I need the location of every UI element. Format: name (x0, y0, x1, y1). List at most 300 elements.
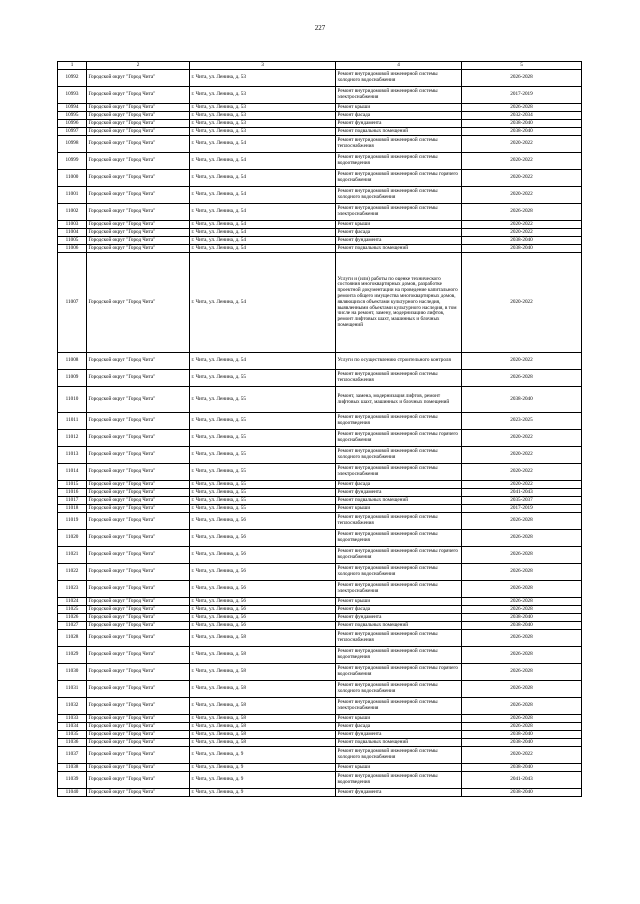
table-row (58, 715, 582, 723)
address-cell: г. Чита, ул. Ленина, д. 58 (190, 681, 336, 698)
work-type-cell: Ремонт внутридомовой инженерной системы горячего водоснабжения (336, 547, 462, 564)
row-number-cell: 11011 (58, 413, 87, 430)
municipality-cell: Городской округ "Город Чита" (87, 481, 190, 489)
row-number-cell: 11004 (58, 229, 87, 237)
municipality-cell: Городской округ "Город Чита" (87, 229, 190, 237)
municipality-cell: Городской округ "Город Чита" (87, 237, 190, 245)
period-cell: 2038-2040 (462, 237, 582, 245)
row-number-cell: 11028 (58, 630, 87, 647)
work-type-cell: Ремонт внутридомовой инженерной системы электроснабжения (336, 87, 462, 104)
municipality-cell: Городской округ "Город Чита" (87, 497, 190, 505)
period-cell: 2020-2022 (462, 187, 582, 204)
address-cell: г. Чита, ул. Ленина, д. 53 (190, 112, 336, 120)
work-type-cell: Ремонт внутридомовой инженерной системы холодного водоснабжения (336, 681, 462, 698)
address-cell: г. Чита, ул. Ленина, д. 54 (190, 229, 336, 237)
row-number-cell: 11017 (58, 497, 87, 505)
municipality-cell: Городской округ "Город Чита" (87, 647, 190, 664)
municipality-cell: Городской округ "Город Чита" (87, 413, 190, 430)
municipality-cell: Городской округ "Город Чита" (87, 731, 190, 739)
period-cell: 2017-2019 (462, 505, 582, 513)
municipality-cell: Городской округ "Город Чита" (87, 513, 190, 530)
period-cell: 2041-2043 (462, 489, 582, 497)
period-cell: 2038-2040 (462, 739, 582, 747)
municipality-cell: Городской округ "Город Чита" (87, 772, 190, 789)
period-cell: 2026-2028 (462, 104, 582, 112)
table-row (58, 387, 582, 413)
municipality-cell: Городской округ "Город Чита" (87, 387, 190, 413)
period-cell: 2020-2022 (462, 136, 582, 153)
period-cell: 2026-2028 (462, 723, 582, 731)
municipality-cell: Городской округ "Город Чита" (87, 723, 190, 731)
municipality-cell: Городской округ "Город Чита" (87, 87, 190, 104)
table-row (58, 464, 582, 481)
column-header-2: 2 (87, 62, 190, 70)
row-number-cell: 11007 (58, 253, 87, 353)
period-cell: 2020-2022 (462, 229, 582, 237)
work-type-cell: Ремонт внутридомовой инженерной системы водоотведения (336, 413, 462, 430)
municipality-cell: Городской округ "Город Чита" (87, 789, 190, 797)
address-cell: г. Чита, ул. Ленина, д. 56 (190, 530, 336, 547)
row-number-cell: 10995 (58, 112, 87, 120)
municipality-cell: Городской округ "Город Чита" (87, 489, 190, 497)
period-cell: 2026-2028 (462, 630, 582, 647)
table-row (58, 497, 582, 505)
address-cell: г. Чита, ул. Ленина, д. 53 (190, 87, 336, 104)
municipality-cell: Городской округ "Город Чита" (87, 747, 190, 764)
table-row (58, 104, 582, 112)
municipality-cell: Городской округ "Город Чита" (87, 715, 190, 723)
address-cell: г. Чита, ул. Ленина, д. 56 (190, 564, 336, 581)
address-cell: г. Чита, ул. Ленина, д. 56 (190, 606, 336, 614)
municipality-cell: Городской округ "Город Чита" (87, 606, 190, 614)
row-number-cell: 11019 (58, 513, 87, 530)
municipality-cell: Городской округ "Город Чита" (87, 622, 190, 630)
municipality-cell: Городской округ "Город Чита" (87, 245, 190, 253)
row-number-cell: 11030 (58, 664, 87, 681)
table-row (58, 489, 582, 497)
header-row (58, 62, 582, 70)
municipality-cell: Городской округ "Город Чита" (87, 120, 190, 128)
municipality-cell: Городской округ "Город Чита" (87, 253, 190, 353)
row-number-cell: 11021 (58, 547, 87, 564)
address-cell: г. Чита, ул. Ленина, д. 54 (190, 204, 336, 221)
address-cell: г. Чита, ул. Ленина, д. 55 (190, 489, 336, 497)
address-cell: г. Чита, ул. Ленина, д. 54 (190, 170, 336, 187)
table-row (58, 87, 582, 104)
period-cell: 2035-2037 (462, 497, 582, 505)
period-cell: 2026-2028 (462, 698, 582, 715)
table-row (58, 747, 582, 764)
period-cell: 2020-2022 (462, 353, 582, 370)
table-row (58, 481, 582, 489)
address-cell: г. Чита, ул. Ленина, д. 58 (190, 664, 336, 681)
work-type-cell: Ремонт внутридомовой инженерной системы теплоснабжения (336, 630, 462, 647)
column-header-5: 5 (462, 62, 582, 70)
address-cell: г. Чита, ул. Ленина, д. 55 (190, 497, 336, 505)
row-number-cell: 11009 (58, 370, 87, 387)
row-number-cell: 11010 (58, 387, 87, 413)
period-cell: 2026-2028 (462, 715, 582, 723)
municipality-cell: Городской округ "Город Чита" (87, 664, 190, 681)
work-type-cell: Ремонт, замена, модернизация лифтов, ремонт лифтовых шахт, машинных и блочных помещений (336, 387, 462, 413)
work-type-cell: Ремонт фасада (336, 606, 462, 614)
address-cell: г. Чита, ул. Ленина, д. 9 (190, 747, 336, 764)
table-row (58, 764, 582, 772)
period-cell: 2032-2034 (462, 112, 582, 120)
row-number-cell: 11014 (58, 464, 87, 481)
row-number-cell: 11029 (58, 647, 87, 664)
municipality-cell: Городской округ "Город Чита" (87, 70, 190, 87)
period-cell: 2017-2019 (462, 87, 582, 104)
table-row (58, 204, 582, 221)
address-cell: г. Чита, ул. Ленина, д. 56 (190, 547, 336, 564)
row-number-cell: 11002 (58, 204, 87, 221)
work-type-cell: Ремонт внутридомовой инженерной системы теплоснабжения (336, 513, 462, 530)
municipality-cell: Городской округ "Город Чита" (87, 530, 190, 547)
address-cell: г. Чита, ул. Ленина, д. 55 (190, 430, 336, 447)
municipality-cell: Городской округ "Город Чита" (87, 739, 190, 747)
table-row (58, 614, 582, 622)
address-cell: г. Чита, ул. Ленина, д. 56 (190, 513, 336, 530)
row-number-cell: 11003 (58, 221, 87, 229)
period-cell: 2020-2022 (462, 221, 582, 229)
address-cell: г. Чита, ул. Ленина, д. 55 (190, 447, 336, 464)
row-number-cell: 11023 (58, 581, 87, 598)
table-row (58, 413, 582, 430)
period-cell: 2026-2028 (462, 70, 582, 87)
address-cell: г. Чита, ул. Ленина, д. 55 (190, 464, 336, 481)
municipality-cell: Городской округ "Город Чита" (87, 764, 190, 772)
address-cell: г. Чита, ул. Ленина, д. 55 (190, 370, 336, 387)
municipality-cell: Городской округ "Город Чита" (87, 630, 190, 647)
period-cell: 2020-2022 (462, 170, 582, 187)
table-row (58, 739, 582, 747)
period-cell: 2026-2028 (462, 204, 582, 221)
work-type-cell: Ремонт внутридомовой инженерной системы электроснабжения (336, 581, 462, 598)
row-number-cell: 10998 (58, 136, 87, 153)
address-cell: г. Чита, ул. Ленина, д. 54 (190, 153, 336, 170)
row-number-cell: 11026 (58, 614, 87, 622)
row-number-cell: 11008 (58, 353, 87, 370)
address-cell: г. Чита, ул. Ленина, д. 55 (190, 387, 336, 413)
work-type-cell: Ремонт подвальных помещений (336, 739, 462, 747)
work-type-cell: Услуги и (или) работы по оценке технического состояния многоквартирных домов, разработке проектной документации на проведение капитального ремонта общего имущества многоквартирных домов, являющихся объектами культурного наследия, выявленными объектами культурного наследия, в том числе на ремонт, замену, модернизацию лифтов, ремонт лифтовых шахт, машинных и блочных помещений (336, 253, 462, 353)
municipality-cell: Городской округ "Город Чита" (87, 581, 190, 598)
table-row (58, 789, 582, 797)
work-type-cell: Ремонт подвальных помещений (336, 622, 462, 630)
table-row (58, 430, 582, 447)
address-cell: г. Чита, ул. Ленина, д. 54 (190, 353, 336, 370)
work-type-cell: Ремонт фундамента (336, 614, 462, 622)
row-number-cell: 11027 (58, 622, 87, 630)
address-cell: г. Чита, ул. Ленина, д. 58 (190, 723, 336, 731)
table-row (58, 221, 582, 229)
table-row (58, 70, 582, 87)
period-cell: 2026-2028 (462, 606, 582, 614)
row-number-cell: 11018 (58, 505, 87, 513)
table-row (58, 229, 582, 237)
work-type-cell: Ремонт крыши (336, 104, 462, 112)
work-type-cell: Ремонт фасада (336, 481, 462, 489)
municipality-cell: Городской округ "Город Чита" (87, 547, 190, 564)
address-cell: г. Чита, ул. Ленина, д. 9 (190, 764, 336, 772)
address-cell: г. Чита, ул. Ленина, д. 54 (190, 187, 336, 204)
period-cell: 2020-2022 (462, 464, 582, 481)
row-number-cell: 11039 (58, 772, 87, 789)
work-type-cell: Ремонт подвальных помещений (336, 497, 462, 505)
work-type-cell: Ремонт фасада (336, 229, 462, 237)
period-cell: 2020-2022 (462, 430, 582, 447)
municipality-cell: Городской округ "Город Чита" (87, 204, 190, 221)
table-row (58, 606, 582, 614)
municipality-cell: Городской округ "Город Чита" (87, 505, 190, 513)
address-cell: г. Чита, ул. Ленина, д. 58 (190, 715, 336, 723)
address-cell: г. Чита, ул. Ленина, д. 9 (190, 789, 336, 797)
address-cell: г. Чита, ул. Ленина, д. 54 (190, 253, 336, 353)
period-cell: 2026-2028 (462, 547, 582, 564)
period-cell: 2026-2028 (462, 681, 582, 698)
column-header-4: 4 (336, 62, 462, 70)
municipality-cell: Городской округ "Город Чита" (87, 464, 190, 481)
row-number-cell: 11025 (58, 606, 87, 614)
address-cell: г. Чита, ул. Ленина, д. 56 (190, 598, 336, 606)
work-type-cell: Ремонт внутридомовой инженерной системы теплоснабжения (336, 136, 462, 153)
period-cell: 2038-2040 (462, 120, 582, 128)
period-cell: 2020-2022 (462, 447, 582, 464)
period-cell: 2020-2022 (462, 747, 582, 764)
work-type-cell: Услуги по осуществлению строительного контроля (336, 353, 462, 370)
work-type-cell: Ремонт внутридомовой инженерной системы водоотведения (336, 153, 462, 170)
table-header (58, 62, 582, 70)
row-number-cell: 11037 (58, 747, 87, 764)
municipality-cell: Городской округ "Город Чита" (87, 104, 190, 112)
work-type-cell: Ремонт фасада (336, 112, 462, 120)
row-number-cell: 11001 (58, 187, 87, 204)
period-cell: 2038-2040 (462, 387, 582, 413)
row-number-cell: 11040 (58, 789, 87, 797)
table-row (58, 253, 582, 353)
table-row (58, 505, 582, 513)
row-number-cell: 10999 (58, 153, 87, 170)
address-cell: г. Чита, ул. Ленина, д. 58 (190, 698, 336, 715)
work-type-cell: Ремонт фундамента (336, 489, 462, 497)
municipality-cell: Городской округ "Город Чита" (87, 370, 190, 387)
row-number-cell: 10996 (58, 120, 87, 128)
row-number-cell: 11020 (58, 530, 87, 547)
address-cell: г. Чита, ул. Ленина, д. 55 (190, 505, 336, 513)
row-number-cell: 11005 (58, 237, 87, 245)
period-cell: 2026-2028 (462, 664, 582, 681)
period-cell: 2038-2040 (462, 245, 582, 253)
address-cell: г. Чита, ул. Ленина, д. 58 (190, 647, 336, 664)
work-type-cell: Ремонт внутридомовой инженерной системы водоотведения (336, 530, 462, 547)
work-type-cell: Ремонт крыши (336, 221, 462, 229)
row-number-cell: 11015 (58, 481, 87, 489)
table-row (58, 170, 582, 187)
period-cell: 2020-2022 (462, 253, 582, 353)
work-type-cell: Ремонт внутридомовой инженерной системы электроснабжения (336, 204, 462, 221)
work-type-cell: Ремонт внутридомовой инженерной системы холодного водоснабжения (336, 447, 462, 464)
period-cell: 2023-2025 (462, 413, 582, 430)
period-cell: 2038-2040 (462, 731, 582, 739)
row-number-cell: 10993 (58, 87, 87, 104)
table-row (58, 772, 582, 789)
row-number-cell: 11036 (58, 739, 87, 747)
address-cell: г. Чита, ул. Ленина, д. 54 (190, 245, 336, 253)
table-row (58, 187, 582, 204)
table-row (58, 622, 582, 630)
address-cell: г. Чита, ул. Ленина, д. 58 (190, 630, 336, 647)
work-type-cell: Ремонт внутридомовой инженерной системы холодного водоснабжения (336, 187, 462, 204)
table-row (58, 513, 582, 530)
row-number-cell: 11012 (58, 430, 87, 447)
table-row (58, 128, 582, 136)
row-number-cell: 11024 (58, 598, 87, 606)
municipality-cell: Городской округ "Город Чита" (87, 353, 190, 370)
municipality-cell: Городской округ "Город Чита" (87, 153, 190, 170)
table-row (58, 153, 582, 170)
work-type-cell: Ремонт внутридомовой инженерной системы холодного водоснабжения (336, 747, 462, 764)
table-row (58, 370, 582, 387)
work-type-cell: Ремонт фасада (336, 723, 462, 731)
registry-table (57, 61, 582, 797)
address-cell: г. Чита, ул. Ленина, д. 56 (190, 614, 336, 622)
row-number-cell: 10992 (58, 70, 87, 87)
table-row (58, 681, 582, 698)
work-type-cell: Ремонт фундамента (336, 731, 462, 739)
municipality-cell: Городской округ "Город Чита" (87, 564, 190, 581)
row-number-cell: 11033 (58, 715, 87, 723)
work-type-cell: Ремонт крыши (336, 764, 462, 772)
municipality-cell: Городской округ "Город Чита" (87, 681, 190, 698)
work-type-cell: Ремонт внутридомовой инженерной системы водоотведения (336, 647, 462, 664)
address-cell: г. Чита, ул. Ленина, д. 56 (190, 581, 336, 598)
municipality-cell: Городской округ "Город Чита" (87, 128, 190, 136)
row-number-cell: 11000 (58, 170, 87, 187)
row-number-cell: 10997 (58, 128, 87, 136)
table-row (58, 245, 582, 253)
period-cell: 2038-2040 (462, 622, 582, 630)
table-body (58, 70, 582, 797)
work-type-cell: Ремонт внутридомовой инженерной системы холодного водоснабжения (336, 70, 462, 87)
period-cell: 2026-2028 (462, 581, 582, 598)
table-row (58, 664, 582, 681)
address-cell: г. Чита, ул. Ленина, д. 53 (190, 120, 336, 128)
municipality-cell: Городской округ "Город Чита" (87, 598, 190, 606)
period-cell: 2026-2028 (462, 647, 582, 664)
municipality-cell: Городской округ "Город Чита" (87, 614, 190, 622)
column-header-3: 3 (190, 62, 336, 70)
work-type-cell: Ремонт подвальных помещений (336, 245, 462, 253)
municipality-cell: Городской округ "Город Чита" (87, 221, 190, 229)
row-number-cell: 11032 (58, 698, 87, 715)
period-cell: 2026-2028 (462, 513, 582, 530)
table-row (58, 353, 582, 370)
municipality-cell: Городской округ "Город Чита" (87, 187, 190, 204)
table-row (58, 112, 582, 120)
table-row (58, 447, 582, 464)
period-cell: 2038-2040 (462, 789, 582, 797)
municipality-cell: Городской округ "Город Чита" (87, 112, 190, 120)
table-row (58, 581, 582, 598)
period-cell: 2038-2040 (462, 128, 582, 136)
address-cell: г. Чита, ул. Ленина, д. 55 (190, 413, 336, 430)
address-cell: г. Чита, ул. Ленина, д. 53 (190, 128, 336, 136)
work-type-cell: Ремонт подвальных помещений (336, 128, 462, 136)
municipality-cell: Городской округ "Город Чита" (87, 447, 190, 464)
address-cell: г. Чита, ул. Ленина, д. 9 (190, 772, 336, 789)
work-type-cell: Ремонт внутридомовой инженерной системы теплоснабжения (336, 370, 462, 387)
address-cell: г. Чита, ул. Ленина, д. 58 (190, 739, 336, 747)
work-type-cell: Ремонт внутридомовой инженерной системы водоотведения (336, 772, 462, 789)
period-cell: 2041-2043 (462, 772, 582, 789)
period-cell: 2026-2028 (462, 564, 582, 581)
table-row (58, 136, 582, 153)
row-number-cell: 11006 (58, 245, 87, 253)
period-cell: 2020-2022 (462, 153, 582, 170)
row-number-cell: 11035 (58, 731, 87, 739)
municipality-cell: Городской округ "Город Чита" (87, 430, 190, 447)
period-cell: 2026-2028 (462, 530, 582, 547)
period-cell: 2026-2028 (462, 598, 582, 606)
work-type-cell: Ремонт внутридомовой инженерной системы горячего водоснабжения (336, 664, 462, 681)
table-row (58, 530, 582, 547)
address-cell: г. Чита, ул. Ленина, д. 54 (190, 136, 336, 153)
row-number-cell: 11034 (58, 723, 87, 731)
municipality-cell: Городской округ "Город Чита" (87, 136, 190, 153)
address-cell: г. Чита, ул. Ленина, д. 54 (190, 237, 336, 245)
page-number: 227 (314, 24, 326, 32)
row-number-cell: 10994 (58, 104, 87, 112)
work-type-cell: Ремонт внутридомовой инженерной системы электроснабжения (336, 464, 462, 481)
table-row (58, 630, 582, 647)
row-number-cell: 11013 (58, 447, 87, 464)
work-type-cell: Ремонт крыши (336, 598, 462, 606)
row-number-cell: 11016 (58, 489, 87, 497)
address-cell: г. Чита, ул. Ленина, д. 55 (190, 481, 336, 489)
table-row (58, 598, 582, 606)
period-cell: 2026-2028 (462, 370, 582, 387)
table-row (58, 731, 582, 739)
table-row (58, 237, 582, 245)
address-cell: г. Чита, ул. Ленина, д. 56 (190, 622, 336, 630)
address-cell: г. Чита, ул. Ленина, д. 58 (190, 731, 336, 739)
work-type-cell: Ремонт крыши (336, 505, 462, 513)
work-type-cell: Ремонт фундамента (336, 789, 462, 797)
work-type-cell: Ремонт крыши (336, 715, 462, 723)
period-cell: 2038-2040 (462, 614, 582, 622)
work-type-cell: Ремонт внутридомовой инженерной системы электроснабжения (336, 698, 462, 715)
period-cell: 2020-2022 (462, 481, 582, 489)
work-type-cell: Ремонт внутридомовой инженерной системы холодного водоснабжения (336, 564, 462, 581)
work-type-cell: Ремонт фундамента (336, 120, 462, 128)
address-cell: г. Чита, ул. Ленина, д. 53 (190, 104, 336, 112)
row-number-cell: 11031 (58, 681, 87, 698)
municipality-cell: Городской округ "Город Чита" (87, 170, 190, 187)
table-row (58, 723, 582, 731)
address-cell: г. Чита, ул. Ленина, д. 54 (190, 221, 336, 229)
municipality-cell: Городской округ "Город Чита" (87, 698, 190, 715)
table-row (58, 564, 582, 581)
row-number-cell: 11022 (58, 564, 87, 581)
row-number-cell: 11038 (58, 764, 87, 772)
work-type-cell: Ремонт внутридомовой инженерной системы горячего водоснабжения (336, 430, 462, 447)
work-type-cell: Ремонт фундамента (336, 237, 462, 245)
table-row (58, 547, 582, 564)
table-row (58, 698, 582, 715)
work-type-cell: Ремонт внутридомовой инженерной системы горячего водоснабжения (336, 170, 462, 187)
table-row (58, 120, 582, 128)
